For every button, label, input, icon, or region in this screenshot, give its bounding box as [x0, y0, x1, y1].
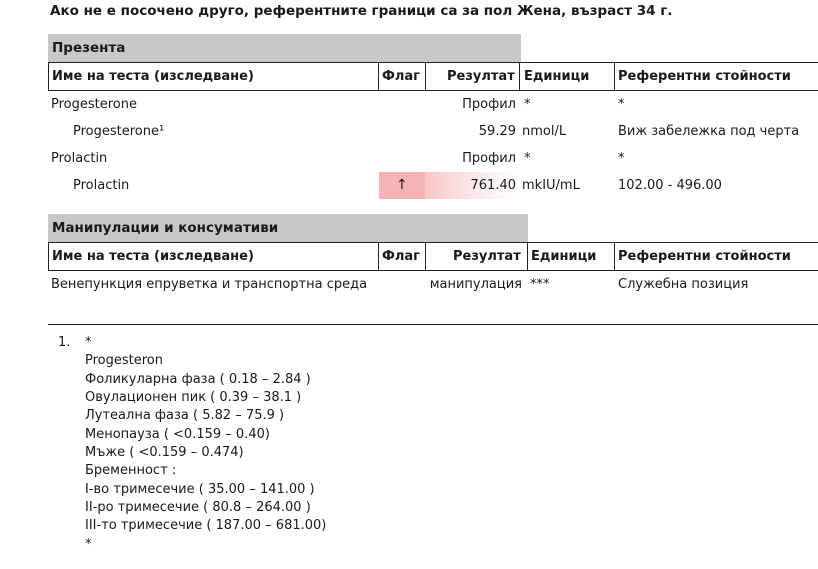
divider	[519, 62, 520, 91]
test-name: Prolactin	[73, 178, 130, 193]
column-header-reference: Референтни стойности	[618, 249, 791, 264]
divider	[425, 242, 426, 271]
footnote-line: Progesteron	[85, 353, 163, 368]
column-header-units: Единици	[531, 249, 597, 264]
footnote-line: Фоликуларна фаза ( 0.18 – 2.84 )	[85, 372, 311, 387]
units-value: mkIU/mL	[522, 178, 580, 193]
test-name: Prolactin	[51, 151, 108, 166]
divider	[48, 62, 818, 63]
result-value: 761.40	[470, 178, 516, 193]
divider	[48, 270, 818, 271]
result-value: Профил	[462, 97, 516, 112]
divider	[527, 242, 528, 271]
section-title: Манипулации и консумативи	[48, 214, 528, 242]
footnote-line: Мъже ( <0.159 – 0.474)	[85, 445, 244, 460]
column-header-flag: Флаг	[382, 249, 420, 264]
footnote-divider	[48, 324, 818, 325]
divider	[378, 242, 379, 271]
divider	[48, 242, 49, 271]
footnote-line: II-ро тримесечие ( 80.8 – 264.00 )	[85, 500, 311, 515]
reference-value: *	[618, 151, 625, 166]
divider	[614, 242, 615, 271]
column-header-result: Резултат	[447, 69, 515, 84]
column-header-units: Единици	[524, 69, 590, 84]
test-name: Progesterone¹	[73, 124, 165, 139]
units-value: *	[524, 151, 531, 166]
divider	[48, 62, 49, 91]
report-heading: Ако не е посочено друго, референтните граници са за пол Жена, възраст 34 г.	[50, 3, 673, 19]
footnote-line: *	[85, 537, 92, 552]
high-flag-icon: ↑	[396, 177, 408, 193]
footnote-line: Бременност :	[85, 463, 177, 478]
result-value: 59.29	[478, 124, 516, 139]
footnote-line: *	[85, 335, 92, 350]
footnote-line: Овулационен пик ( 0.39 – 38.1 )	[85, 390, 302, 405]
units-value: nmol/L	[522, 124, 567, 139]
result-value: манипулация	[429, 277, 522, 292]
reference-value: Виж забележка под черта	[618, 124, 800, 139]
section-title: Презента	[48, 34, 521, 62]
result-value: Профил	[462, 151, 516, 166]
footnote-line: III-то тримесечие ( 187.00 – 681.00)	[85, 518, 327, 533]
units-value: ***	[530, 277, 550, 292]
test-name: Венепункция епрувeтка и транспортна среда	[51, 277, 368, 292]
divider	[48, 242, 818, 243]
footnote-line: Лутеална фаза ( 5.82 – 75.9 )	[85, 408, 285, 423]
units-value: *	[524, 97, 531, 112]
column-header-reference: Референтни стойности	[618, 69, 791, 84]
column-header-result: Резултат	[453, 249, 521, 264]
footnote-line: Менопауза ( <0.159 – 0.40)	[85, 427, 270, 442]
divider	[378, 62, 379, 91]
column-header-name: Име на теста (изследване)	[52, 249, 254, 264]
column-header-flag: Флаг	[382, 69, 420, 84]
reference-value: *	[618, 97, 625, 112]
footnote-line: I-во тримесечие ( 35.00 – 141.00 )	[85, 482, 315, 497]
reference-value: 102.00 - 496.00	[618, 178, 722, 193]
divider	[425, 62, 426, 91]
divider	[614, 62, 615, 91]
footnote-number: 1.	[58, 335, 71, 350]
test-name: Progesterone	[51, 97, 137, 112]
divider	[48, 90, 818, 91]
column-header-name: Име на теста (изследване)	[52, 69, 254, 84]
reference-value: Служебна позиция	[618, 277, 749, 292]
